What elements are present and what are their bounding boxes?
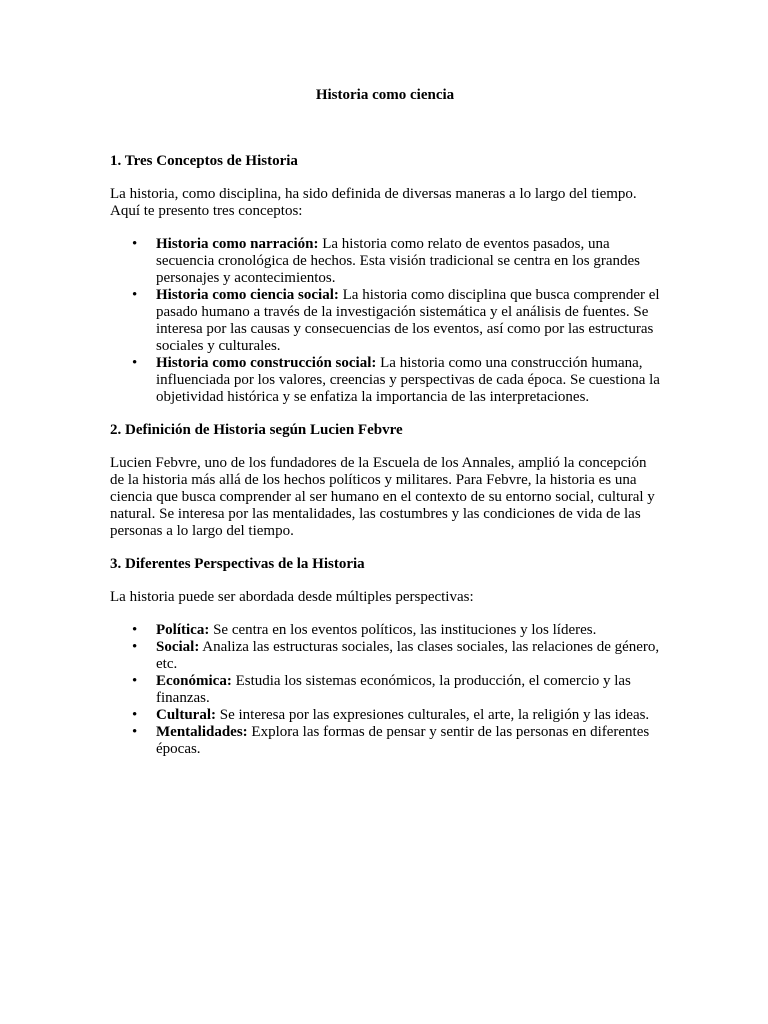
bullet-icon: •	[132, 673, 138, 689]
list-item-text: Se centra en los eventos políticos, las instituciones y los líderes.	[209, 622, 597, 638]
section-heading-2: 2. Definición de Historia según Lucien Febvre	[110, 422, 403, 438]
list-item-term: Económica:	[156, 673, 232, 689]
section-1-intro: La historia, como disciplina, ha sido definida de diversas maneras a lo largo del tiempo. Aquí te presento tres conceptos:	[110, 186, 637, 219]
section-heading-3: 3. Diferentes Perspectivas de la Historia	[110, 556, 365, 572]
list-item	[132, 622, 660, 639]
section-heading-1: 1. Tres Conceptos de Historia	[110, 153, 298, 169]
list-item	[132, 236, 660, 287]
list-item-term: Social:	[156, 639, 200, 655]
list-item	[132, 707, 660, 724]
bullet-icon: •	[132, 355, 138, 371]
section-2-paragraph: Lucien Febvre, uno de los fundadores de la Escuela de los Annales, amplió la concepción de la historia más allá de los hechos políticos y militares. Para Febvre, la historia es una ciencia que busca comprender al ser humano en el contexto de su entorno social, cultural y natural. Se interesa por las mentalidades, las costumbres y las condiciones de vida de las personas a lo largo del tiempo.	[110, 455, 655, 539]
list-item-term: Historia como narración:	[156, 236, 319, 252]
list-item-text: La historia como relato de eventos pasados, una secuencia cronológica de hechos. Esta visión tradicional se centra en los grandes personajes y acontecimientos.	[156, 236, 640, 286]
bullet-icon: •	[132, 287, 138, 303]
section-3-intro: La historia puede ser abordada desde múltiples perspectivas:	[110, 589, 474, 605]
list-item-text: La historia como disciplina que busca comprender el pasado humano a través de la investigación sistemática y el análisis de fuentes. Se interesa por las causas y consecuencias de los eventos, así como por las estructuras sociales y culturales.	[156, 287, 660, 354]
list-item-text: Estudia los sistemas económicos, la producción, el comercio y las finanzas.	[156, 673, 631, 706]
concepts-list	[110, 236, 660, 406]
list-item	[132, 355, 660, 406]
bullet-icon: •	[132, 707, 138, 723]
list-item-term: Cultural:	[156, 707, 216, 723]
list-item-text: Analiza las estructuras sociales, las clases sociales, las relaciones de género, etc.	[156, 639, 660, 672]
list-item-term: Mentalidades:	[156, 724, 248, 740]
list-item-term: Historia como ciencia social:	[156, 287, 339, 303]
list-item-text: Explora las formas de pensar y sentir de las personas en diferentes épocas.	[156, 724, 650, 757]
list-item-term: Política:	[156, 622, 210, 638]
list-item	[132, 673, 660, 707]
document-page	[110, 87, 660, 774]
list-item-term: Historia como construcción social:	[156, 355, 377, 371]
perspectives-list	[110, 622, 660, 758]
bullet-icon: •	[132, 639, 138, 655]
list-item	[132, 639, 660, 673]
list-item	[132, 724, 660, 758]
list-item-text: La historia como una construcción humana, influenciada por los valores, creencias y perspectivas de cada época. Se cuestiona la objetividad histórica y se enfatiza la importancia de las interpretaciones.	[156, 355, 660, 405]
bullet-icon: •	[132, 236, 138, 252]
list-item-text: Se interesa por las expresiones culturales, el arte, la religión y las ideas.	[216, 707, 650, 723]
list-item	[132, 287, 660, 355]
bullet-icon: •	[132, 622, 138, 638]
document-title: Historia como ciencia	[315, 87, 455, 103]
bullet-icon: •	[132, 724, 138, 740]
